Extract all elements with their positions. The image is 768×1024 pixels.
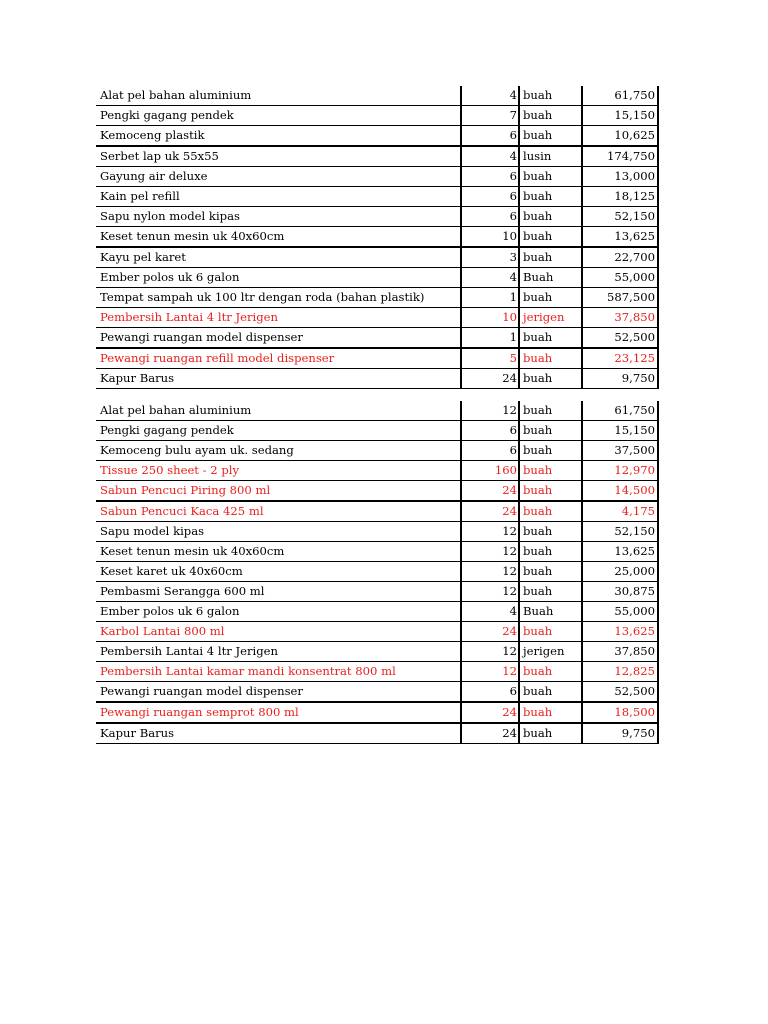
price-cell: 23,125 bbox=[582, 348, 658, 369]
unit-cell: buah bbox=[519, 207, 582, 227]
table-row bbox=[96, 401, 658, 421]
quantity-cell: 12 bbox=[461, 522, 519, 542]
unit-cell: buah bbox=[519, 167, 582, 187]
unit-cell: buah bbox=[519, 441, 582, 461]
table-row bbox=[96, 106, 658, 126]
quantity-cell: 10 bbox=[461, 308, 519, 328]
quantity-cell: 6 bbox=[461, 441, 519, 461]
unit-cell: buah bbox=[519, 622, 582, 642]
quantity-cell: 4 bbox=[461, 86, 519, 106]
table-row bbox=[96, 207, 658, 227]
quantity-cell: 6 bbox=[461, 187, 519, 207]
item-name-cell: Keset karet uk 40x60cm bbox=[96, 562, 461, 582]
unit-cell: buah bbox=[519, 106, 582, 126]
price-cell: 14,500 bbox=[582, 481, 658, 502]
table-row bbox=[96, 582, 658, 602]
quantity-cell: 6 bbox=[461, 126, 519, 147]
price-cell: 13,625 bbox=[582, 622, 658, 642]
unit-cell: buah bbox=[519, 86, 582, 106]
unit-cell: buah bbox=[519, 247, 582, 268]
unit-cell: buah bbox=[519, 501, 582, 522]
unit-cell: Buah bbox=[519, 268, 582, 288]
quantity-cell: 1 bbox=[461, 328, 519, 349]
price-cell: 61,750 bbox=[582, 401, 658, 421]
table-row bbox=[96, 682, 658, 703]
item-name-cell: Keset tenun mesin uk 40x60cm bbox=[96, 542, 461, 562]
item-name-cell: Kayu pel karet bbox=[96, 247, 461, 268]
price-cell: 52,150 bbox=[582, 522, 658, 542]
price-cell: 37,850 bbox=[582, 642, 658, 662]
table-row bbox=[96, 501, 658, 522]
item-name-cell: Kapur Barus bbox=[96, 723, 461, 744]
quantity-cell: 24 bbox=[461, 622, 519, 642]
unit-cell: buah bbox=[519, 542, 582, 562]
item-name-cell: Keset tenun mesin uk 40x60cm bbox=[96, 227, 461, 248]
table-row bbox=[96, 642, 658, 662]
supply-table-1 bbox=[96, 86, 659, 389]
item-name-cell: Gayung air deluxe bbox=[96, 167, 461, 187]
item-name-cell: Alat pel bahan aluminium bbox=[96, 86, 461, 106]
table-row bbox=[96, 308, 658, 328]
table-row bbox=[96, 146, 658, 167]
quantity-cell: 1 bbox=[461, 288, 519, 308]
item-name-cell: Pengki gagang pendek bbox=[96, 106, 461, 126]
item-name-cell: Sabun Pencuci Kaca 425 ml bbox=[96, 501, 461, 522]
table-row bbox=[96, 126, 658, 147]
item-name-cell: Kapur Barus bbox=[96, 369, 461, 389]
quantity-cell: 10 bbox=[461, 227, 519, 248]
table-row bbox=[96, 723, 658, 744]
unit-cell: buah bbox=[519, 481, 582, 502]
unit-cell: buah bbox=[519, 288, 582, 308]
unit-cell: buah bbox=[519, 348, 582, 369]
quantity-cell: 6 bbox=[461, 421, 519, 441]
quantity-cell: 4 bbox=[461, 602, 519, 622]
item-name-cell: Karbol Lantai 800 ml bbox=[96, 622, 461, 642]
quantity-cell: 24 bbox=[461, 723, 519, 744]
quantity-cell: 6 bbox=[461, 682, 519, 703]
table-row bbox=[96, 187, 658, 207]
item-name-cell: Serbet lap uk 55x55 bbox=[96, 146, 461, 167]
price-cell: 174,750 bbox=[582, 146, 658, 167]
unit-cell: buah bbox=[519, 227, 582, 248]
price-cell: 12,825 bbox=[582, 662, 658, 682]
quantity-cell: 24 bbox=[461, 501, 519, 522]
table-row bbox=[96, 522, 658, 542]
unit-cell: Buah bbox=[519, 602, 582, 622]
item-name-cell: Ember polos uk 6 galon bbox=[96, 268, 461, 288]
table-row bbox=[96, 288, 658, 308]
unit-cell: buah bbox=[519, 562, 582, 582]
quantity-cell: 24 bbox=[461, 369, 519, 389]
price-cell: 13,000 bbox=[582, 167, 658, 187]
item-name-cell: Pembersih Lantai 4 ltr Jerigen bbox=[96, 308, 461, 328]
item-name-cell: Kemoceng bulu ayam uk. sedang bbox=[96, 441, 461, 461]
price-cell: 18,125 bbox=[582, 187, 658, 207]
price-cell: 13,625 bbox=[582, 227, 658, 248]
table-row bbox=[96, 542, 658, 562]
unit-cell: buah bbox=[519, 702, 582, 723]
quantity-cell: 12 bbox=[461, 642, 519, 662]
quantity-cell: 6 bbox=[461, 167, 519, 187]
table-row bbox=[96, 369, 658, 389]
table-row bbox=[96, 461, 658, 481]
table-row bbox=[96, 421, 658, 441]
item-name-cell: Pembasmi Serangga 600 ml bbox=[96, 582, 461, 602]
quantity-cell: 6 bbox=[461, 207, 519, 227]
item-name-cell: Pewangi ruangan model dispenser bbox=[96, 328, 461, 349]
quantity-cell: 12 bbox=[461, 582, 519, 602]
item-name-cell: Pewangi ruangan refill model dispenser bbox=[96, 348, 461, 369]
price-cell: 37,500 bbox=[582, 441, 658, 461]
item-name-cell: Tissue 250 sheet - 2 ply bbox=[96, 461, 461, 481]
quantity-cell: 12 bbox=[461, 562, 519, 582]
table-row bbox=[96, 562, 658, 582]
price-cell: 587,500 bbox=[582, 288, 658, 308]
table-row bbox=[96, 328, 658, 349]
quantity-cell: 160 bbox=[461, 461, 519, 481]
quantity-cell: 5 bbox=[461, 348, 519, 369]
price-cell: 52,500 bbox=[582, 328, 658, 349]
item-name-cell: Pembersih Lantai kamar mandi konsentrat 800 ml bbox=[96, 662, 461, 682]
price-cell: 10,625 bbox=[582, 126, 658, 147]
quantity-cell: 24 bbox=[461, 481, 519, 502]
table-row bbox=[96, 662, 658, 682]
quantity-cell: 7 bbox=[461, 106, 519, 126]
table-row bbox=[96, 247, 658, 268]
price-cell: 9,750 bbox=[582, 723, 658, 744]
price-cell: 4,175 bbox=[582, 501, 658, 522]
price-cell: 22,700 bbox=[582, 247, 658, 268]
item-name-cell: Kain pel refill bbox=[96, 187, 461, 207]
item-name-cell: Ember polos uk 6 galon bbox=[96, 602, 461, 622]
price-cell: 55,000 bbox=[582, 602, 658, 622]
table-row bbox=[96, 441, 658, 461]
unit-cell: buah bbox=[519, 682, 582, 703]
price-cell: 52,500 bbox=[582, 682, 658, 703]
item-name-cell: Kemoceng plastik bbox=[96, 126, 461, 147]
price-cell: 52,150 bbox=[582, 207, 658, 227]
price-cell: 12,970 bbox=[582, 461, 658, 481]
table-row bbox=[96, 622, 658, 642]
item-name-cell: Tempat sampah uk 100 ltr dengan roda (bahan plastik) bbox=[96, 288, 461, 308]
unit-cell: buah bbox=[519, 369, 582, 389]
quantity-cell: 12 bbox=[461, 542, 519, 562]
quantity-cell: 12 bbox=[461, 662, 519, 682]
price-cell: 30,875 bbox=[582, 582, 658, 602]
quantity-cell: 24 bbox=[461, 702, 519, 723]
price-cell: 13,625 bbox=[582, 542, 658, 562]
unit-cell: buah bbox=[519, 187, 582, 207]
quantity-cell: 4 bbox=[461, 268, 519, 288]
item-name-cell: Sapu nylon model kipas bbox=[96, 207, 461, 227]
price-cell: 55,000 bbox=[582, 268, 658, 288]
item-name-cell: Sapu model kipas bbox=[96, 522, 461, 542]
price-cell: 37,850 bbox=[582, 308, 658, 328]
unit-cell: lusin bbox=[519, 146, 582, 167]
table-row bbox=[96, 227, 658, 248]
unit-cell: buah bbox=[519, 522, 582, 542]
price-cell: 18,500 bbox=[582, 702, 658, 723]
quantity-cell: 4 bbox=[461, 146, 519, 167]
unit-cell: buah bbox=[519, 421, 582, 441]
price-cell: 25,000 bbox=[582, 562, 658, 582]
price-cell: 61,750 bbox=[582, 86, 658, 106]
item-name-cell: Sabun Pencuci Piring 800 ml bbox=[96, 481, 461, 502]
quantity-cell: 3 bbox=[461, 247, 519, 268]
price-cell: 9,750 bbox=[582, 369, 658, 389]
table-row bbox=[96, 167, 658, 187]
table-row bbox=[96, 348, 658, 369]
item-name-cell: Pewangi ruangan model dispenser bbox=[96, 682, 461, 703]
unit-cell: buah bbox=[519, 662, 582, 682]
quantity-cell: 12 bbox=[461, 401, 519, 421]
supply-table-2 bbox=[96, 401, 659, 744]
table-row bbox=[96, 268, 658, 288]
unit-cell: buah bbox=[519, 723, 582, 744]
unit-cell: jerigen bbox=[519, 642, 582, 662]
unit-cell: buah bbox=[519, 126, 582, 147]
unit-cell: buah bbox=[519, 461, 582, 481]
price-cell: 15,150 bbox=[582, 421, 658, 441]
item-name-cell: Alat pel bahan aluminium bbox=[96, 401, 461, 421]
table-row bbox=[96, 86, 658, 106]
unit-cell: buah bbox=[519, 401, 582, 421]
item-name-cell: Pembersih Lantai 4 ltr Jerigen bbox=[96, 642, 461, 662]
unit-cell: buah bbox=[519, 328, 582, 349]
table-row bbox=[96, 481, 658, 502]
item-name-cell: Pewangi ruangan semprot 800 ml bbox=[96, 702, 461, 723]
price-cell: 15,150 bbox=[582, 106, 658, 126]
unit-cell: jerigen bbox=[519, 308, 582, 328]
table-row bbox=[96, 702, 658, 723]
table-row bbox=[96, 602, 658, 622]
unit-cell: buah bbox=[519, 582, 582, 602]
item-name-cell: Pengki gagang pendek bbox=[96, 421, 461, 441]
